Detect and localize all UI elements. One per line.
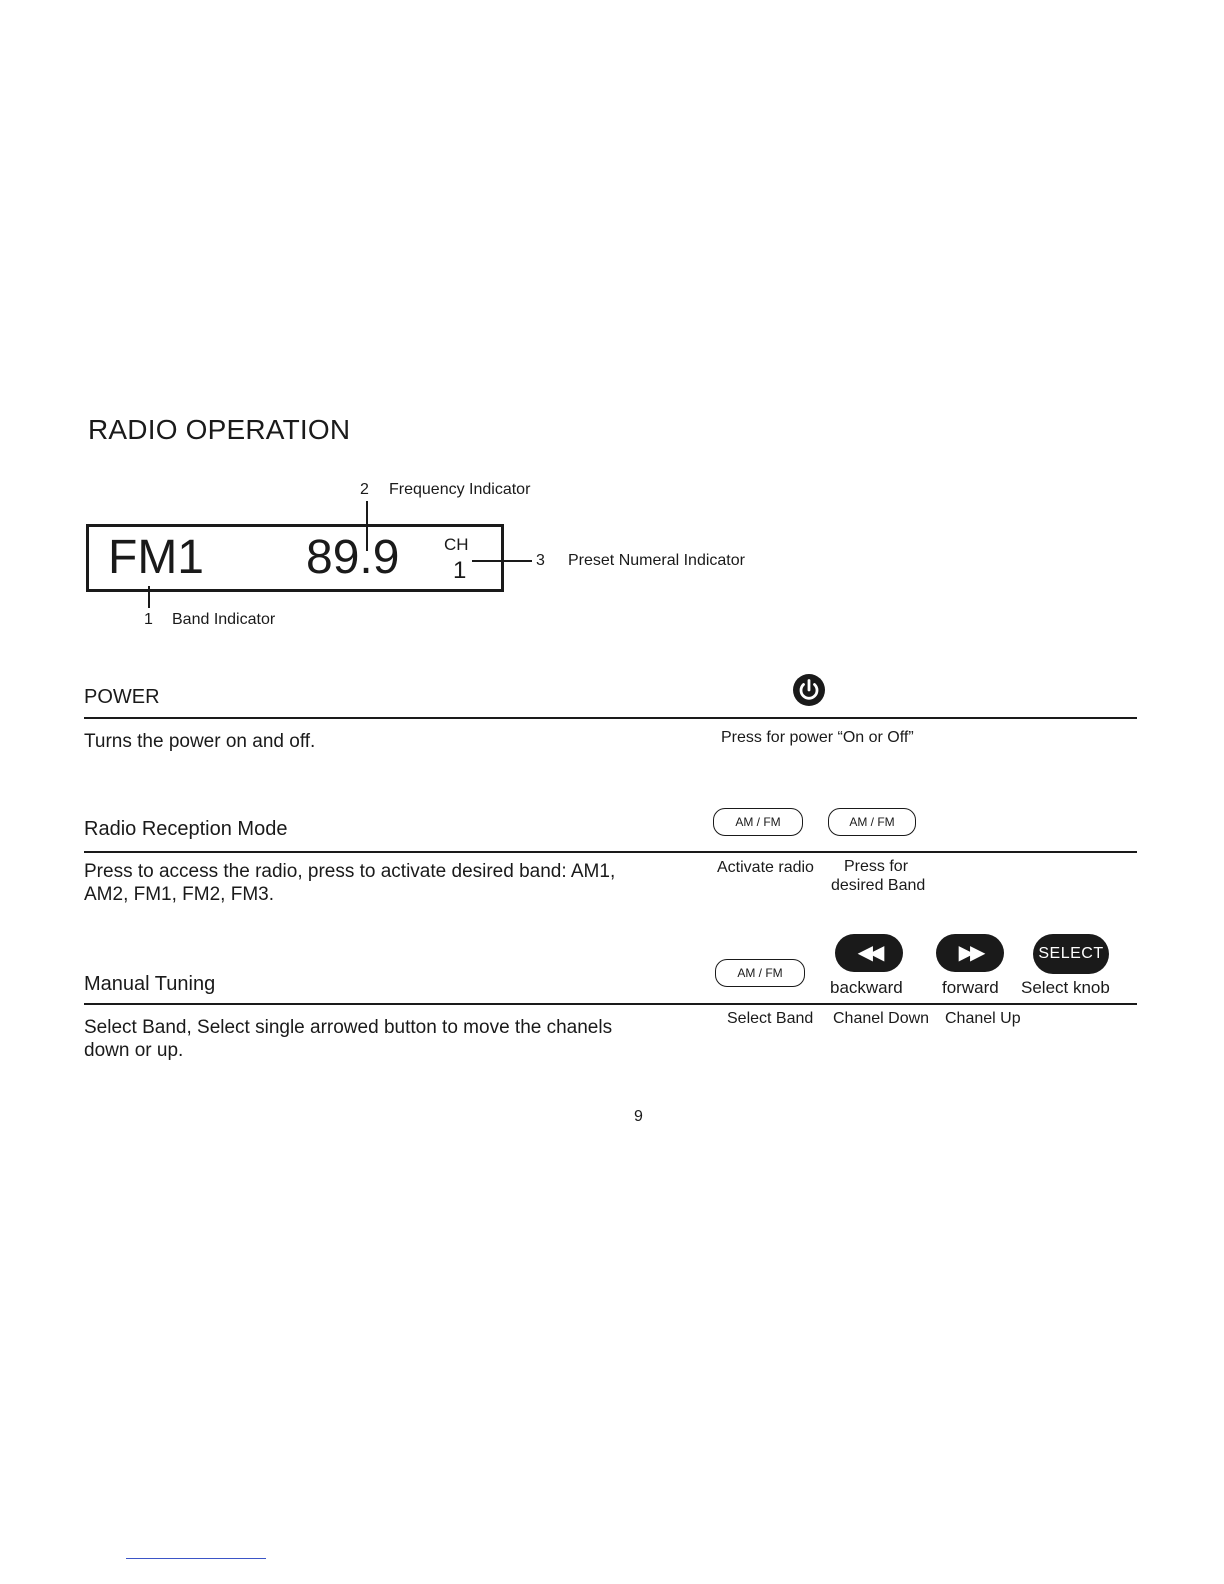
power-divider <box>84 717 1137 719</box>
amfm-band-button[interactable]: AM / FM <box>828 808 916 836</box>
page-title: RADIO OPERATION <box>88 414 351 445</box>
bottom-link-line <box>126 1558 266 1559</box>
select-band-caption: Select Band <box>727 1010 814 1027</box>
preset-callout-label: Preset Numeral Indicator <box>568 552 745 569</box>
backward-button[interactable]: ◀◀ <box>835 934 903 972</box>
forward-label: forward <box>942 978 999 997</box>
band-callout-number: 1 <box>144 611 153 628</box>
frequency-callout-number: 2 <box>360 481 369 498</box>
reception-description-line2: AM2, FM1, FM2, FM3. <box>84 884 275 905</box>
activate-radio-caption: Activate radio <box>717 859 814 876</box>
forward-button[interactable]: ▶▶ <box>936 934 1004 972</box>
tuning-description-line1: Select Band, Select single arrowed button to move the chanels <box>84 1017 613 1038</box>
band-callout-line <box>148 586 150 608</box>
power-section-title: POWER <box>84 686 160 708</box>
select-knob[interactable]: SELECT <box>1033 934 1109 974</box>
power-icon[interactable] <box>792 673 826 707</box>
power-description: Turns the power on and off. <box>84 731 316 752</box>
chanel-down-caption: Chanel Down <box>833 1010 930 1027</box>
tuning-description-line2: down or up. <box>84 1040 184 1061</box>
reception-divider <box>84 851 1137 853</box>
amfm-activate-button[interactable]: AM / FM <box>713 808 803 836</box>
page-number: 9 <box>634 1108 643 1125</box>
lcd-ch-label: CH <box>444 535 469 554</box>
reception-description-line1: Press to access the radio, press to activate desired band: AM1, <box>84 861 616 882</box>
reception-section-title: Radio Reception Mode <box>84 818 288 840</box>
lcd-band-text: FM1 <box>108 531 204 584</box>
lcd-preset-number: 1 <box>453 557 467 584</box>
preset-callout-line <box>472 560 532 562</box>
amfm-select-band-button[interactable]: AM / FM <box>715 959 805 987</box>
tuning-divider <box>84 1003 1137 1005</box>
backward-label: backward <box>830 978 903 997</box>
desired-band-caption-line1: Press for <box>844 858 909 875</box>
band-callout-label: Band Indicator <box>172 611 276 628</box>
power-caption: Press for power “On or Off” <box>721 729 914 746</box>
desired-band-caption-line2: desired Band <box>831 877 926 894</box>
chanel-up-caption: Chanel Up <box>945 1010 1021 1027</box>
select-knob-label: Select knob <box>1021 978 1110 997</box>
preset-callout-number: 3 <box>536 552 545 569</box>
tuning-section-title: Manual Tuning <box>84 973 216 995</box>
lcd-frequency-text: 89.9 <box>306 531 400 584</box>
frequency-callout-label: Frequency Indicator <box>389 481 531 498</box>
